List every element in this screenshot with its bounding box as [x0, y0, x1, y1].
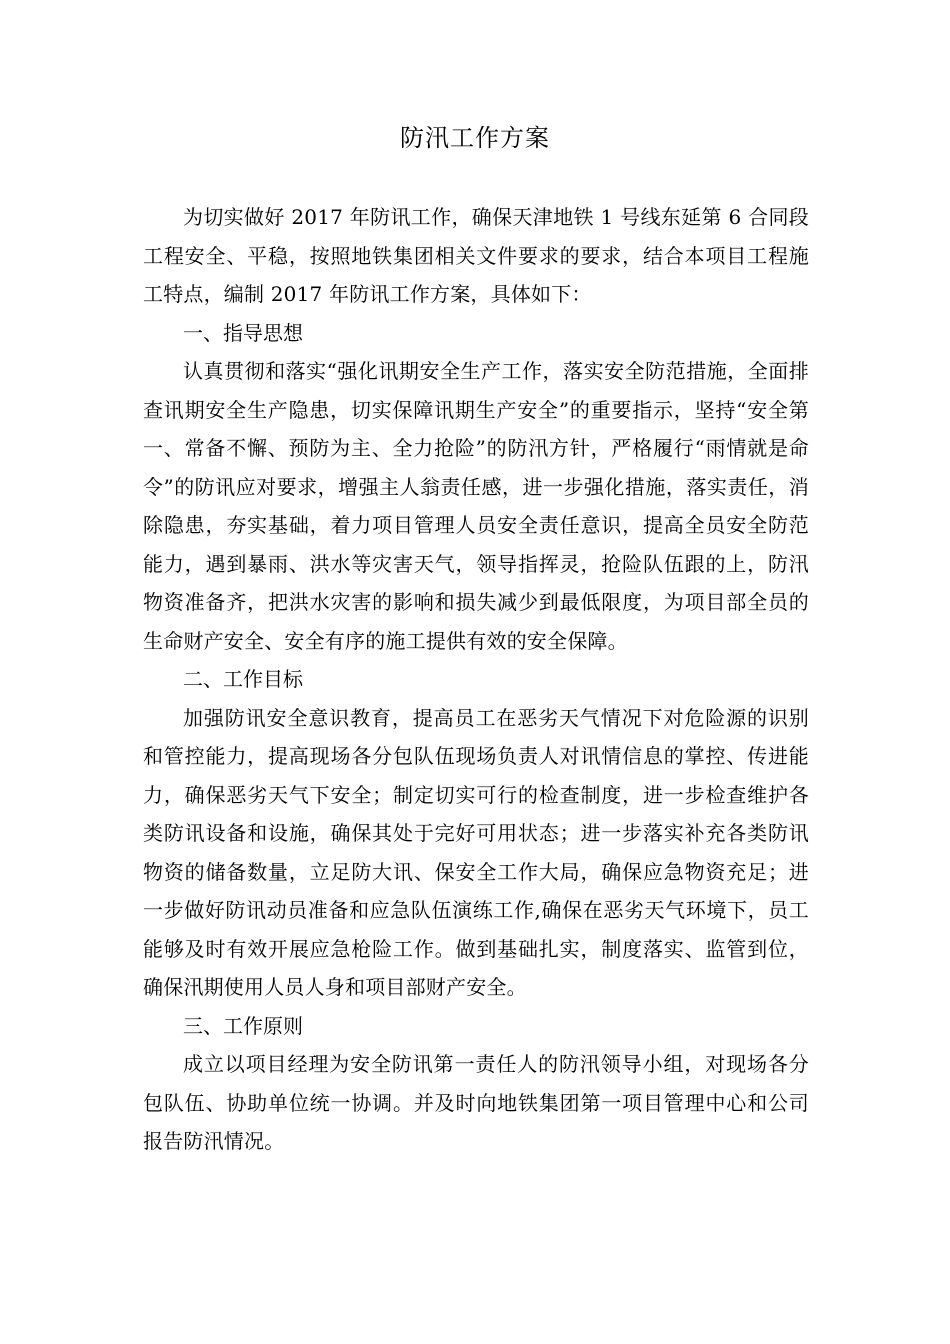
section-body-guiding-thought: 认真贯彻和落实“强化讯期安全生产工作，落实安全防范措施，全面排查讯期安全生产隐患，切实保障讯期生产安全”的重要指示，坚持“安全第一、常备不懈、预防为主、全力抢险”的防汛方针，严格履行“雨情就是命令”的防讯应对要求，增强主人翁责任感，进一步强化措施，落实责任，消除隐患，夯实基础，着力项目管理人员安全责任意识，提高全员安全防范能力，遇到暴雨、洪水等灾害天气，领导指挥灵，抢险队伍跟的上，防汛物资准备齐，把洪水灾害的影响和损失减少到最低限度，为项目部全员的生命财产安全、安全有序的施工提供有效的安全保障。	[143, 359, 809, 653]
document-title: 防汛工作方案	[400, 124, 550, 152]
section-heading-guiding-thought: 一、指导思想	[183, 320, 303, 345]
intro-paragraph: 为切实做好 2017 年防讯工作，确保天津地铁 1 号线东延第 6 合同段工程安全、平稳，按照地铁集团相关文件要求的要求，结合本项目工程施工特点，编制 2017 年防讯工作方案，具体如下：	[143, 205, 809, 306]
section-heading-work-principles: 三、工作原则	[183, 1013, 303, 1038]
section-body-work-goals: 加强防讯安全意识教育，提高员工在恶劣天气情况下对危险源的识别和管控能力，提高现场各分包队伍现场负责人对讯情信息的掌控、传进能力，确保恶劣天气下安全；制定切实可行的检查制度，进一步检查维护各类防讯设备和设施，确保其处于完好可用状态；进一步落实补充各类防讯物资的储备数量，立足防大讯、保安全工作大局，确保应急物资充足；进一步做好防讯动员准备和应急队伍演练工作,确保在恶劣天气环境下，员工能够及时有效开展应急枪险工作。做到基础扎实，制度落实、监管到位，确保汛期使用人员人身和项目部财产安全。	[143, 705, 809, 999]
document-body	[143, 198, 809, 1161]
section-heading-work-goals: 二、工作目标	[183, 667, 303, 691]
section-body-work-principles: 成立以项目经理为安全防讯第一责任人的防汛领导小组，对现场各分包队伍、协助单位统一协调。并及时向地铁集团第一项目管理中心和公司报告防汛情况。	[143, 1052, 809, 1153]
